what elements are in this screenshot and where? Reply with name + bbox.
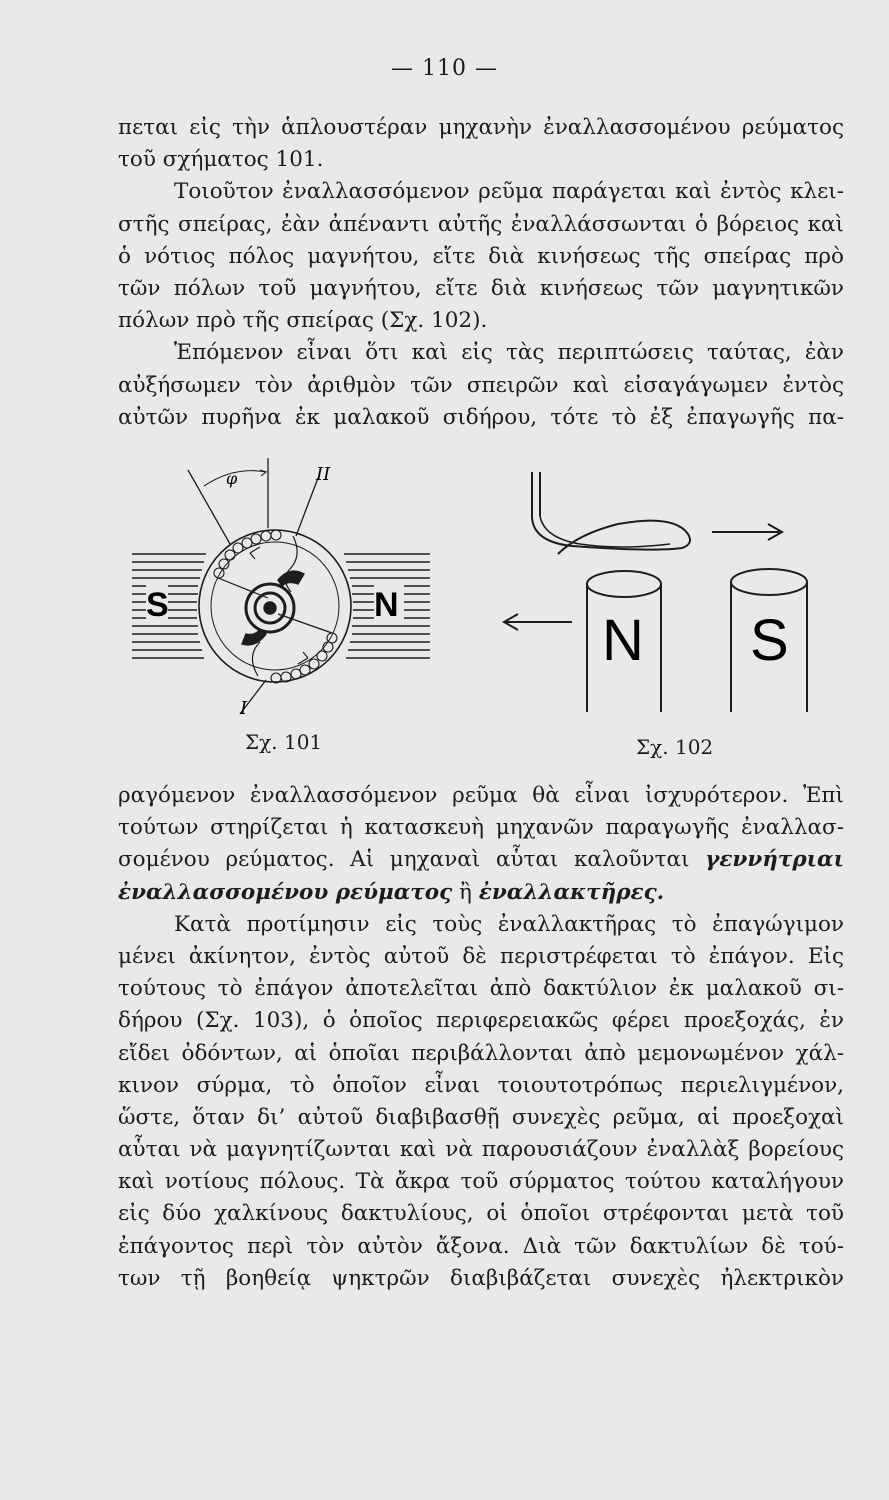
text-line-content: τοῦ σχήματος 101.: [118, 147, 324, 173]
text-line-content: τούτους τὸ ἐπάγον ἀποτελεῖται ἀπὸ δακτύλιον ἐκ μαλακοῦ σι-: [118, 976, 844, 1002]
text-line: [118, 1038, 844, 1070]
text-line: [118, 305, 844, 337]
text-line-content: ὥστε, ὅταν δι’ αὐτοῦ διαβιβασθῇ συνεχὲς ρεῦμα, αἱ προεξοχαὶ: [118, 1104, 844, 1130]
text-line: [118, 877, 844, 909]
text-line: [118, 112, 844, 144]
text-line-content: Κατὰ προτίμησιν εἰς τοὺς ἐναλλακτῆρας τὸ ἐπαγώγιμον: [174, 911, 844, 937]
text-line: [118, 1102, 844, 1134]
text-line-content: κινον σύρμα, τὸ ὁποῖον εἶναι τοιουτοτρόπως περιελιγμένον,: [118, 1072, 844, 1098]
pole-label-n: N: [374, 586, 399, 624]
text-line: [118, 241, 844, 273]
text-line: [118, 1198, 844, 1230]
text-line: [118, 1005, 844, 1037]
text-line-content: στῆς σπείρας, ἐὰν ἀπέναντι αὐτῆς ἐναλλάσσωνται ὁ βόρειος καὶ: [118, 211, 844, 237]
text-line: [118, 144, 844, 176]
text-line: [118, 402, 844, 434]
text-block-top: [118, 112, 844, 434]
emphasized-term: ἐναλλακτῆρες.: [478, 879, 665, 905]
figure-101-alternator-diagram: [118, 448, 448, 758]
text-line-content: μένει ἀκίνητον, ἐντὸς αὐτοῦ δὲ περιστρέφεται τὸ ἐπάγον. Εἰς: [118, 943, 844, 969]
text-line-content: εἴδει ὀδόντων, αἱ ὁποῖαι περιβάλλονται ἀπὸ μεμονωμένον χάλ-: [118, 1040, 844, 1066]
page-number: — 110 —: [391, 56, 498, 81]
text-line: [118, 812, 844, 844]
pole-label-s: S: [146, 586, 169, 624]
text-line-content: αὗται νὰ μαγνητίζωνται καὶ νὰ παρουσιάζουν ἐναλλὰξ βορείους: [118, 1137, 844, 1163]
text-line-content: αὐτῶν πυρῆνα ἐκ μαλακοῦ σιδήρου, τότε τὸ ἐξ ἐπαγωγῆς πα-: [118, 404, 844, 430]
text-line-content: τῶν πόλων τοῦ μαγνήτου, εἴτε διὰ κινήσεως τῶν μαγνητικῶν: [118, 275, 844, 301]
text-line: [118, 209, 844, 241]
text-line: [118, 1166, 844, 1198]
text-line-content: πόλων πρὸ τῆς σπείρας (Σχ. 102).: [118, 308, 488, 334]
text-line-content: Ἑπόμενον εἶναι ὅτι καὶ εἰς τὰς περιπτώσεις ταύτας, ἐὰν: [174, 340, 844, 366]
text-line-content: ραγόμενον ἐναλλασσόμενον ρεῦμα θὰ εἶναι ἰσχυρότερον. Ἐπὶ: [118, 783, 844, 808]
text-line: [118, 1263, 844, 1295]
text-line: [118, 1070, 844, 1102]
axis-label-top: II: [316, 464, 331, 485]
pole-label-s: S: [750, 608, 789, 673]
figure-102-magnet-coil-diagram: [480, 460, 850, 760]
pole-label-n: N: [602, 608, 644, 673]
caption-figure-101: Σχ. 101: [245, 730, 323, 754]
text-line: [118, 1231, 844, 1263]
text-line: [118, 273, 844, 305]
text-line: [118, 370, 844, 402]
text-connector: ἢ: [452, 879, 479, 905]
text-line-content: ἐπάγοντος περὶ τὸν αὐτὸν ἄξονα. Διὰ τῶν δακτυλίων δὲ τού-: [118, 1233, 844, 1259]
emphasized-term: γεννήτριαι: [705, 847, 845, 873]
emphasized-term: ἐναλλασσομένου ρεύματος: [118, 879, 453, 905]
text-line: [118, 909, 844, 941]
text-line: [118, 1134, 844, 1166]
text-line-content: Τοιοῦτον ἐναλλασσόμενον ρεῦμα παράγεται καὶ ἐντὸς κλει-: [174, 179, 844, 205]
caption-figure-102: Σχ. 102: [636, 735, 714, 759]
text-line: [118, 844, 844, 876]
text-line: [118, 973, 844, 1005]
text-line-content: των τῇ βοηθείᾳ ψηκτρῶν διαβιβάζεται συνεχὲς ἠλεκτρικὸν: [118, 1265, 844, 1291]
text-line: [118, 780, 844, 812]
text-block-bottom: [118, 780, 844, 1295]
text-line: [118, 941, 844, 973]
angle-label: φ: [226, 469, 238, 488]
magnet-pole-s-lines: [132, 554, 206, 658]
text-line-content: πεται εἰς τὴν ἁπλουστέραν μηχανὴν ἐναλλασσομένου ρεύματος: [118, 115, 844, 140]
text-line-content: τούτων στηρίζεται ἡ κατασκευὴ μηχανῶν παραγωγῆς ἐναλλασ-: [118, 815, 844, 841]
axis-label-bottom: I: [240, 698, 248, 719]
text-line: [118, 337, 844, 369]
text-line-content: σομένου ρεύματος. Αἱ μηχαναὶ αὗται καλοῦνται: [118, 847, 690, 873]
text-line: [118, 176, 844, 208]
text-line-content: ὁ νότιος πόλος μαγνήτου, εἴτε διὰ κινήσεως τῆς σπείρας πρὸ: [118, 243, 844, 269]
text-line-content: αὐξήσωμεν τὸν ἀριθμὸν τῶν σπειρῶν καὶ εἰσαγάγωμεν ἐντὸς: [118, 372, 844, 398]
text-line-content: εἰς δύο χαλκίνους δακτυλίους, οἱ ὁποῖοι στρέφονται μετὰ τοῦ: [118, 1201, 844, 1227]
text-line-content: δήρου (Σχ. 103), ὁ ὁποῖος περιφερειακῶς φέρει προεξοχάς, ἐν: [118, 1008, 844, 1034]
text-line-content: καὶ νοτίους πόλους. Τὰ ἄκρα τοῦ σύρματος τούτου καταλήγουν: [118, 1169, 844, 1195]
